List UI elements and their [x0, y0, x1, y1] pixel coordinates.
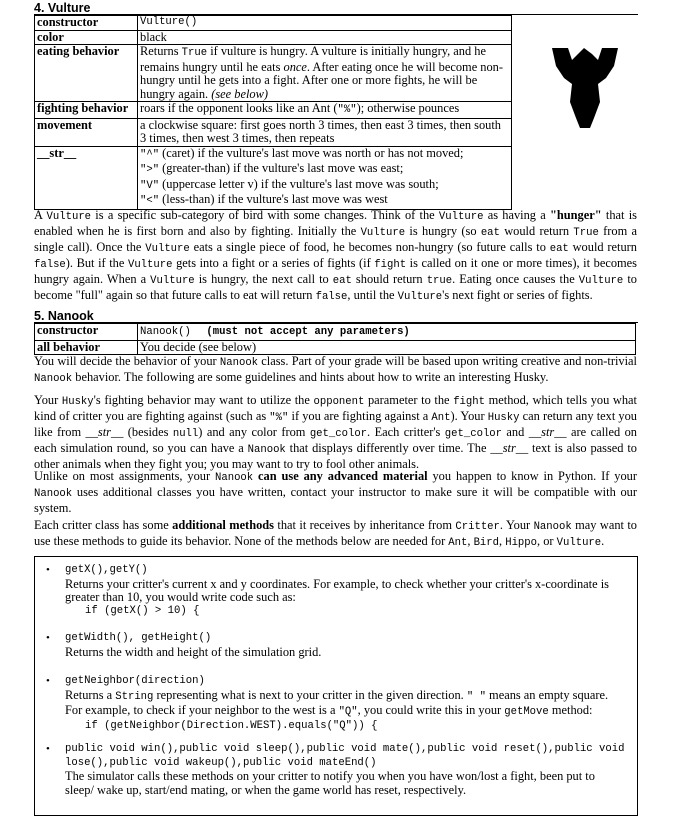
list-item — [46, 675, 625, 733]
nanook-para-3: Unlike on most assignments, your Nanook can use any advanced material you happen to know in Python. If your Nanook uses additional classes you have written, contact your instructor to make sure it will be compatible with our system. — [34, 469, 637, 515]
nanook-para-1: You will decide the behavior of your Nanook class. Part of your grade will be based upon writing creative and non-trivial Nanook behavior. The following are some guidelines and hints about how to write an interesting Husky. — [34, 354, 637, 385]
list-item — [46, 743, 625, 797]
method-description: Returns your critter's current x and y coordinates. For example, to check whether your critter's x-coordinate is greater than 10, you would write code such as: — [65, 576, 609, 604]
table-row — [35, 340, 636, 355]
spec-value: You decide (see below) — [138, 340, 636, 355]
spec-key: movement — [35, 118, 138, 146]
code-example: if (getX() > 10) { — [85, 604, 200, 617]
spec-value — [138, 146, 512, 209]
str-line: "V" (uppercase letter v) if the vulture's last move was south; — [140, 176, 439, 192]
vulture-spec-table — [34, 15, 512, 210]
nanook-para-2: Your Husky's fighting behavior may want to utilize the opponent parameter to the fight method, which tells you what kind of critter you are fighting against (such as "%" if you are fighting against a Ant). Your Husky can return any text you like from __str__ (besides null) and any color from get_color. Each critter's get_color and __str__ are called on each simulation round, so you can have a Nanook that displays differently over time. The __str__ text is also passed to other animals when they fight you; you may want to try to fool other animals. — [34, 393, 637, 471]
nanook-para-4: Each critter class has some additional methods that it receives by inheritance from Critter. Your Nanook may want to use these methods to guide its behavior. None of the methods below are needed for Ant, Bird, Hippo, or Vulture. — [34, 518, 638, 549]
vulture-heading: 4. Vulture — [34, 1, 91, 15]
spec-key: eating behavior — [35, 45, 138, 102]
bullet-icon: • — [46, 675, 50, 687]
method-description: Returns a String representing what is next to your critter in the given direction. " " means an empty square. For example, to check if your neighbor to the west is a "Q", you could write this in your getMove method: — [65, 687, 609, 718]
bullet-icon: • — [46, 564, 50, 576]
str-line: "<" (less-than) if the vulture's last move was west — [140, 192, 388, 207]
vulture-description: A Vulture is a specific sub-category of bird with some changes. Think of the Vulture as having a "hunger" that is enabled when he is first born and also by fighting. Initially the Vulture is hungry (so eat would return True from a single call). Once the Vulture eats a single piece of food, he becomes non-hungry (so future calls to eat would return false). But if the Vulture gets into a fight or a series of fights (if fight is called on it one or more times), it becomes hungry again. When a Vulture is hungry, the next call to eat should return true. Eating once causes the Vulture to become "full" again so that future calls to eat will return false, until the Vulture's next fight or series of fights. — [34, 208, 638, 303]
method-signature: getNeighbor(direction) — [65, 675, 205, 687]
method-description: Returns the width and height of the simulation grid. — [65, 644, 322, 659]
method-description: The simulator calls these methods on your critter to notify you when you have won/lost a fight, been put to sleep/ wake up, start/end mating, or when the game world has reset, respectively. — [65, 769, 595, 797]
list-item — [46, 564, 625, 618]
spec-value: a clockwise square: first goes north 3 times, then east 3 times, then south 3 times, then west 3 times, then repeats — [138, 118, 512, 146]
spec-key: constructor — [35, 16, 138, 31]
method-signature: getWidth(), getHeight() — [65, 632, 212, 644]
method-signature: getX(),getY() — [65, 564, 148, 576]
method-signature: public void win(),public void sleep(),public void mate(),public void reset(),public void lose(),public void wakeup(),public void mateEnd() — [65, 743, 625, 769]
spec-key: all behavior — [35, 340, 138, 355]
str-line: ">" (greater-than) if the vulture's last move was east; — [140, 161, 404, 176]
spec-value: roars if the opponent looks like an Ant ("%"); otherwise pounces — [138, 102, 512, 119]
table-row — [35, 45, 512, 102]
code-example: if (getNeighbor(Direction.WEST).equals("Q")) { — [85, 719, 378, 732]
nanook-heading: 5. Nanook — [34, 309, 94, 323]
table-row — [35, 102, 512, 119]
spec-value: Nanook() (must not accept any parameters) — [138, 324, 636, 341]
spec-key: fighting behavior — [35, 102, 138, 119]
nanook-spec-table — [34, 323, 636, 355]
table-row — [35, 118, 512, 146]
methods-box — [34, 556, 638, 816]
spec-key: __str__ — [35, 146, 138, 209]
list-item — [46, 632, 625, 659]
spec-value: Returns True if vulture is hungry. A vulture is initially hungry, and he remains hungry until he eats once. After eating once he will become non-hungry until he gets into a fight. After one or more fights, he will be hungry again. (see below) — [138, 45, 512, 102]
table-row — [35, 30, 512, 45]
spec-key: constructor — [35, 324, 138, 341]
table-row — [35, 146, 512, 209]
str-line: "^" (caret) if the vulture's last move was north or has not moved; — [140, 145, 464, 161]
vulture-silhouette-icon — [550, 44, 620, 128]
bullet-icon: • — [46, 632, 50, 644]
spec-value: Vulture() — [138, 16, 512, 31]
table-row — [35, 324, 636, 341]
table-row — [35, 16, 512, 31]
bullet-icon: • — [46, 743, 50, 755]
spec-key: color — [35, 30, 138, 45]
spec-value: black — [138, 30, 512, 45]
